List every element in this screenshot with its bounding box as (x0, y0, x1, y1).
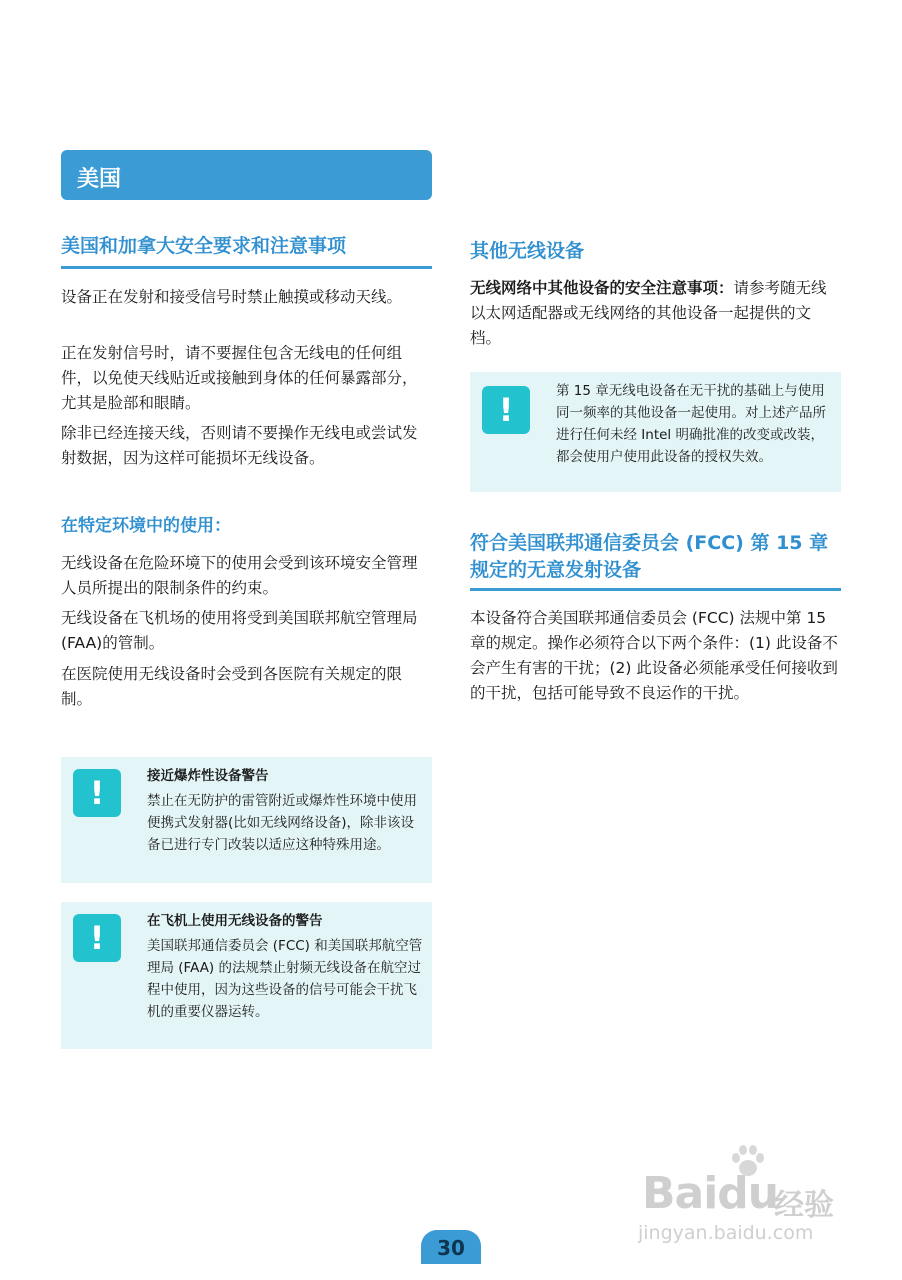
paragraph-airport: 无线设备在飞机场的使用将受到美国联邦航空管理局 (FAA)的管制。 (61, 609, 418, 652)
note-text-explosive: 禁止在无防护的雷管附近或爆炸性环境中使用便携式发射器(比如无线网络设备)，除非该设备已进行专门改装以适应这种特殊用途。 (147, 793, 417, 853)
section-title-bar (61, 150, 432, 200)
paragraph-hospital: 在医院使用无线设备时会受到各医院有关规定的限制。 (61, 665, 403, 708)
section-title: 美国 (77, 167, 122, 192)
paragraph-other-devices (470, 276, 838, 351)
warning-note-aircraft (61, 902, 432, 1049)
paragraph-hold-radio: 正在发射信号时，请不要握住包含无线电的任何组件，以免使天线贴近或接触到身体的任何暴露部分，尤其是脸部和眼睛。 (61, 344, 418, 412)
warning-note-explosive (61, 757, 432, 883)
exclamation-warning-icon: ! (73, 769, 121, 817)
note-text-aircraft: 美国联邦通信委员会 (FCC) 和美国联邦航空管理局 (FAA) 的法规禁止射频无线设备在航空过程中使用，因为这些设备的信号可能会干扰飞机的重要仪器运转。 (147, 938, 423, 1020)
baidu-jingyan-watermark (636, 1140, 866, 1250)
heading-specific-environments: 在特定环境中的使用： (61, 516, 231, 536)
note-title-explosive: 接近爆炸性设备警告 (147, 768, 269, 784)
note-title-aircraft: 在飞机上使用无线设备的警告 (147, 913, 323, 929)
paragraph-antenna-touch: 设备正在发射和接受信号时禁止触摸或移动天线。 (61, 288, 403, 306)
watermark-logo: Baidu (642, 1168, 779, 1219)
heading-us-canada-safety: 美国和加拿大安全要求和注意事项 (61, 233, 432, 269)
exclamation-warning-icon: ! (73, 914, 121, 962)
note-text-part15: 第 15 章无线电设备在无干扰的基础上与使用同一频率的其他设备一起使用。对上述产品所进行任何未经 Intel 明确批准的改变或改装，都会使用户使用此设备的授权失效。 (556, 383, 826, 465)
heading-fcc-part15: 符合美国联邦通信委员会 (FCC) 第 15 章规定的无意发射设备 (470, 530, 841, 591)
exclamation-warning-icon: ! (482, 386, 530, 434)
paragraph-other-devices-rest: 请参考随无线以太网适配器或无线网络的其他设备一起提供的文档。 (470, 279, 827, 347)
paragraph-operate-radio: 除非已经连接天线，否则请不要操作无线电或尝试发射数据，因为这样可能损坏无线设备。 (61, 424, 418, 467)
watermark-url: jingyan.baidu.com (638, 1222, 814, 1244)
paragraph-fcc-compliance: 本设备符合美国联邦通信委员会 (FCC) 法规中第 15 章的规定。操作必须符合以下两个条件：(1) 此设备不会产生有害的干扰；(2) 此设备必须能承受任何接收到的干扰，包括可能导致不良运作的干扰。 (470, 609, 838, 702)
page-number: 30 (421, 1230, 481, 1264)
paragraph-hazard-environment: 无线设备在危险环境下的使用会受到该环境安全管理人员所提出的限制条件的约束。 (61, 554, 418, 597)
info-note-part15 (470, 372, 841, 492)
paragraph-other-devices-bold: 无线网络中其他设备的安全注意事项： (470, 279, 734, 297)
watermark-label: 经验 (774, 1188, 834, 1223)
heading-other-wireless: 其他无线设备 (470, 240, 585, 262)
